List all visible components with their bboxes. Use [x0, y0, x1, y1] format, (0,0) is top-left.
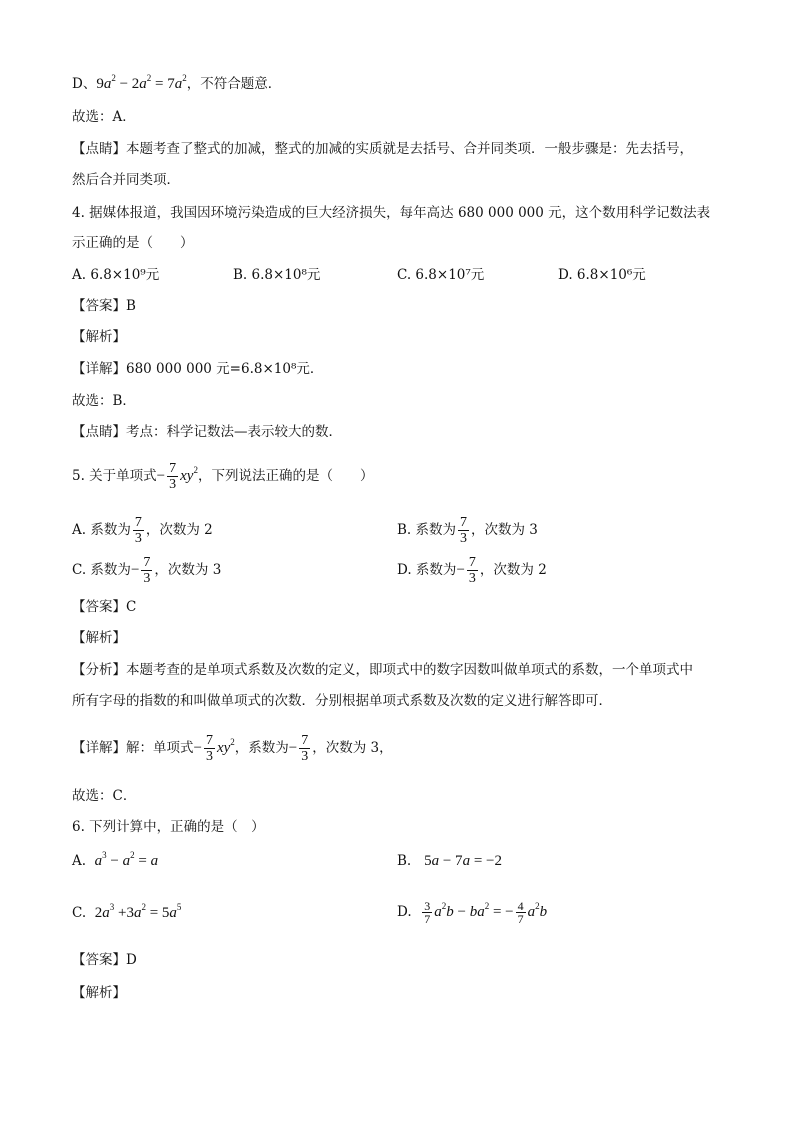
frac-num: 4	[517, 899, 524, 913]
q5-option-c-fraction	[141, 555, 152, 586]
q6-option-b-formula: 5a − 7a = −2	[424, 853, 502, 869]
frac-den: 3	[134, 531, 142, 546]
frac-den: 7	[424, 912, 431, 926]
q5-answer-tag: 【答案】	[72, 599, 126, 615]
q6-option-d-fraction-1	[422, 900, 432, 925]
frac-num: 7	[169, 461, 177, 476]
q4-analysis-tag: 【解析】	[72, 329, 126, 345]
q6-option-d	[397, 894, 547, 930]
q3-option-d-note: ，不符合题意．	[186, 76, 282, 92]
q6-answer-tag: 【答案】	[72, 952, 126, 968]
q5-stem-fraction	[167, 461, 178, 492]
q5-detail	[72, 730, 393, 766]
q4-choice: 故选：B．	[72, 393, 136, 409]
q6-option-b-label: B.	[397, 853, 412, 869]
q5-analysis-tag: 【解析】	[72, 630, 126, 646]
q3-comment-text: 本题考查了整式的加减，整式的加减的实质就是去括号、合并同类项．一般步骤是：先去括号，	[126, 141, 693, 157]
q3-comment-line1	[72, 139, 693, 159]
q5-option-d-fraction	[467, 555, 478, 586]
q3-option-d-formula: $9a^2 - 2a^2 = 7a^2$	[96, 73, 187, 92]
q6-analysis-tag: 【解析】	[72, 985, 126, 1001]
q6-option-b	[397, 851, 502, 871]
q3-comment-line2: 然后合并同类项．	[72, 172, 180, 188]
q4-comment-text: 考点：科学记数法—表示较大的数．	[126, 424, 342, 440]
q5-analysis-text1: 本题考查的是单项式系数及次数的定义，即项式中的数字因数叫做单项式的系数，一个单项式中	[126, 662, 693, 678]
q5-analysis-line2: 所有字母的指数的和叫做单项式的次数．分别根据单项式系数及次数的定义进行解答即可．	[72, 693, 612, 709]
q4-stem-line2: 示正确的是（ ）	[72, 235, 194, 251]
q5-option-c	[72, 552, 221, 588]
q4-option-a: A. 6.8×10⁹元	[72, 267, 160, 283]
q4-answer	[72, 296, 136, 316]
q3-choice: 故选：A．	[72, 109, 136, 125]
q3-option-d	[72, 74, 281, 94]
q6-option-c	[72, 903, 181, 923]
q6-stem: 6. 下列计算中，正确的是（ ）	[72, 819, 265, 835]
frac-num: 7	[468, 555, 476, 570]
q6-answer-value: D	[126, 952, 137, 968]
q5-detail-monomial: $xy^2$	[216, 737, 235, 756]
q4-detail	[72, 359, 323, 379]
q6-option-d-fraction-2	[516, 900, 526, 925]
minus-sign: −	[130, 562, 140, 578]
frac-num: 7	[460, 515, 468, 530]
q3-option-d-label: D、	[72, 76, 97, 92]
q5-option-b-fraction	[458, 515, 469, 546]
minus-sign: −	[156, 468, 166, 484]
q5-analysis-line1	[72, 660, 693, 680]
minus-sign: −	[288, 740, 298, 756]
frac-num: 3	[424, 899, 431, 913]
q6-option-c-formula: $2a^3 +3a^2 = 5a^5$	[94, 902, 182, 921]
q5-option-b	[397, 512, 538, 548]
frac-den: 3	[169, 477, 177, 492]
frac-den: 3	[460, 531, 468, 546]
q4-comment	[72, 422, 342, 442]
frac-num: 7	[301, 733, 309, 748]
q4-answer-tag: 【答案】	[72, 298, 126, 314]
frac-den: 3	[301, 749, 309, 764]
q5-analysis-sub-tag: 【分析】	[72, 662, 126, 678]
q5-stem-monomial: $xy^2$	[180, 465, 198, 484]
q5-choice: 故选：C．	[72, 788, 137, 804]
q6-option-c-label: C.	[72, 905, 87, 921]
q4-answer-value: B	[126, 298, 136, 314]
q5-stem	[72, 458, 373, 494]
q5-option-a-rest: ，次数为 2	[145, 522, 213, 538]
q5-option-c-rest: ，次数为 3	[154, 562, 222, 578]
frac-den: 3	[143, 571, 151, 586]
q6-option-a-label: A.	[72, 853, 87, 869]
q4-comment-tag: 【点睛】	[72, 424, 126, 440]
q4-option-c: C. 6.8×10⁷元	[397, 267, 485, 283]
q5-option-b-rest: ，次数为 3	[471, 522, 538, 538]
q5-option-d-label: D. 系数为	[397, 562, 457, 578]
frac-den: 7	[517, 912, 524, 926]
q5-detail-suffix: ，次数为 3，	[312, 740, 393, 756]
q5-answer	[72, 597, 136, 617]
q5-option-b-label: B. 系数为	[397, 522, 457, 538]
q4-stem-line1: 4. 据媒体报道，我国因环境污染造成的巨大经济损失，每年高达 680 000 000 元，这个数用科学记数法表	[72, 205, 711, 221]
q5-option-d	[397, 552, 547, 588]
q5-option-a-label: A. 系数为	[72, 522, 131, 538]
q5-stem-suffix: ，下列说法正确的是（ ）	[197, 468, 374, 484]
q6-option-d-formula-tail: $a^2b$	[527, 901, 548, 920]
q5-detail-fraction-2	[299, 733, 310, 764]
frac-num: 7	[134, 515, 142, 530]
q5-detail-fraction-1	[204, 733, 215, 764]
minus-sign: −	[456, 562, 465, 578]
frac-den: 3	[468, 571, 476, 586]
q5-option-c-label: C. 系数为	[72, 562, 131, 578]
q3-comment-tag: 【点睛】	[72, 141, 126, 157]
q6-answer	[72, 950, 137, 970]
q5-detail-mid: ，系数为	[234, 740, 289, 756]
q5-option-d-rest: ，次数为 2	[479, 562, 547, 578]
q5-detail-tag: 【详解】	[72, 740, 126, 756]
q5-detail-prefix: 解：单项式	[126, 740, 194, 756]
frac-den: 3	[205, 749, 213, 764]
q5-answer-value: C	[126, 599, 137, 615]
frac-num: 7	[143, 555, 151, 570]
frac-num: 7	[205, 733, 213, 748]
q4-option-d: D. 6.8×10⁶元	[558, 267, 646, 283]
q5-option-a-fraction	[133, 515, 144, 546]
q4-option-b: B. 6.8×10⁸元	[233, 267, 321, 283]
q6-option-a-formula: $a^3 - a^2 = a$	[94, 850, 159, 869]
q6-option-d-label: D.	[397, 904, 412, 920]
q4-detail-tag: 【详解】	[72, 361, 126, 377]
q5-option-a	[72, 512, 213, 548]
q5-stem-prefix: 5. 关于单项式	[72, 468, 157, 484]
q6-option-a	[72, 851, 158, 871]
q6-option-d-formula: $a^2b - ba^2$ = −	[434, 901, 514, 920]
minus-sign: −	[193, 740, 202, 756]
q4-detail-text: 680 000 000 元=6.8×10⁸元．	[126, 361, 324, 377]
